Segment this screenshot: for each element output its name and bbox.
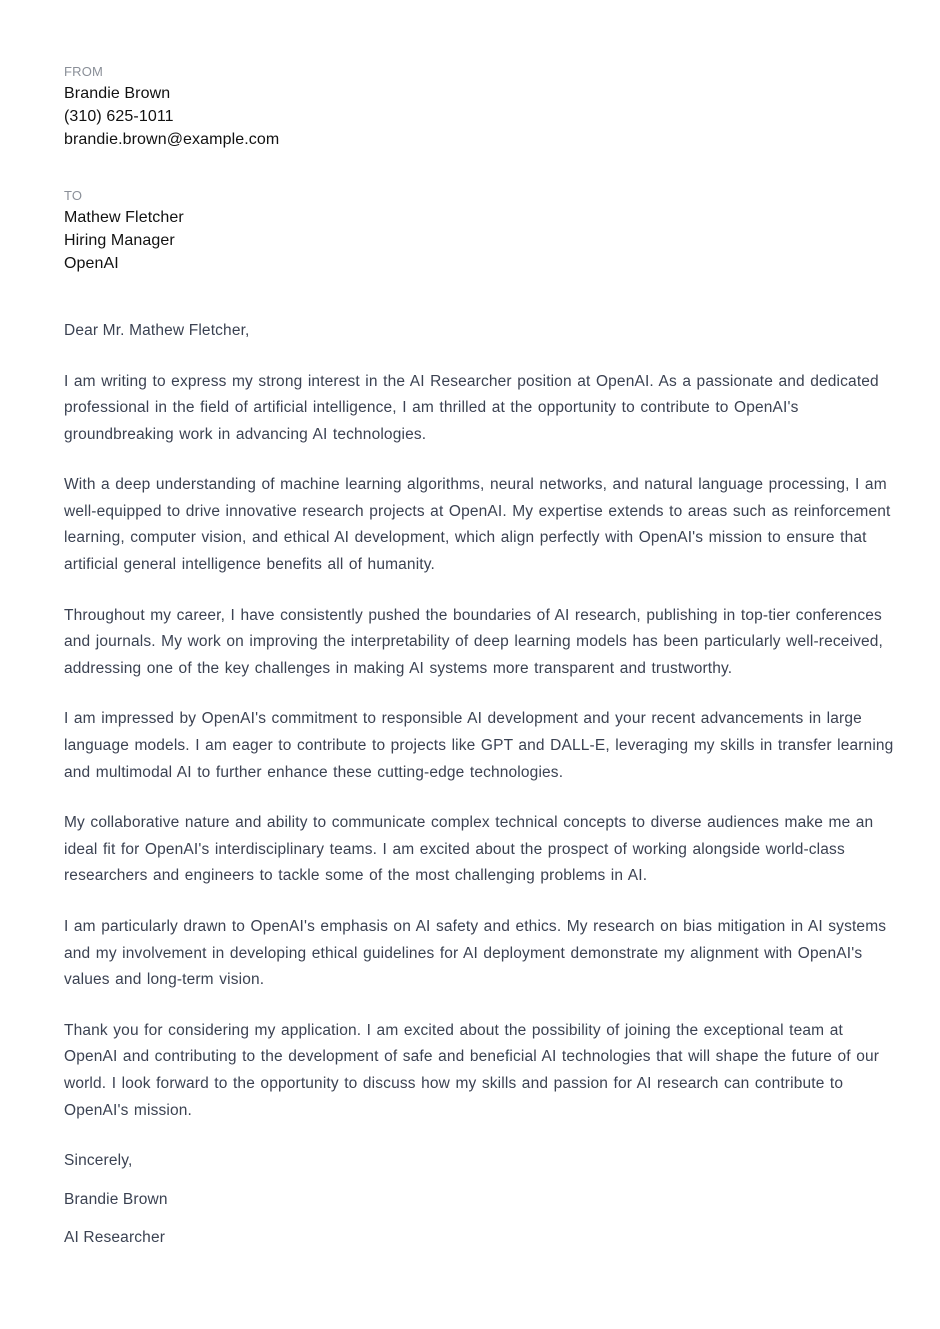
recipient-company: OpenAI [64,255,119,272]
body-paragraph: Thank you for considering my application. I am excited about the possibility of joining the exceptional team at OpenAI and contributing to the development of safe and beneficial AI technologies that will shape the future of our world. I look forward to the opportunity to discuss how my skills and passion for AI research can contribute to OpenAI's mission. [64,1021,880,1119]
valediction: Sincerely, [64,1152,133,1170]
cover-letter [64,63,894,1264]
recipient-block [64,187,894,275]
body-paragraph: I am particularly drawn to OpenAI's emphasis on AI safety and ethics. My research on bias mitigation in AI systems and my involvement in developing ethical guidelines for AI deployment demonstrate my alignment with OpenAI's values and long-term vision. [64,918,887,989]
sender-phone: (310) 625-1011 [64,108,174,125]
closing-block [64,1148,894,1251]
salutation: Dear Mr. Mathew Fletcher, [64,322,250,339]
body-paragraph: I am writing to express my strong interest in the AI Researcher position at OpenAI. As a passionate and dedicated professional in the field of artificial intelligence, I am thrilled at the opportunity to contribute to OpenAI's groundbreaking work in advancing AI technologies. [64,372,879,443]
from-label: FROM [64,64,104,79]
sender-name: Brandie Brown [64,85,171,102]
letter-body [64,369,894,1125]
body-paragraph: I am impressed by OpenAI's commitment to responsible AI development and your recent advancements in large language models. I am eager to contribute to projects like GPT and DALL-E, leveraging my skills in transfer learning and multimodal AI to further enhance these cutting-edge technologies. [64,710,894,781]
body-paragraph: My collaborative nature and ability to communicate complex technical concepts to diverse audiences make me an ideal fit for OpenAI's interdisciplinary teams. I am excited about the prospect of working alongside world-class researchers and engineers to tackle some of the most challenging problems in AI. [64,814,874,885]
sender-email: brandie.brown@example.com [64,131,280,148]
body-paragraph: Throughout my career, I have consistently pushed the boundaries of AI research, publishing in top-tier conferences and journals. My work on improving the interpretability of deep learning models has been particularly well-received, addressing one of the key challenges in making AI systems more transparent and trustworthy. [64,606,883,677]
recipient-title: Hiring Manager [64,232,175,249]
to-label: TO [64,188,83,203]
recipient-name: Mathew Fletcher [64,209,184,226]
body-paragraph: With a deep understanding of machine learning algorithms, neural networks, and natural language processing, I am well-equipped to drive innovative research projects at OpenAI. My expertise extends to areas such as reinforcement learning, computer vision, and ethical AI development, which align perfectly with OpenAI's mission to ensure that artificial general intelligence benefits all of humanity. [64,476,891,574]
sender-block [64,63,894,151]
signer-title: AI Researcher [64,1229,166,1247]
signer-name: Brandie Brown [64,1190,168,1208]
